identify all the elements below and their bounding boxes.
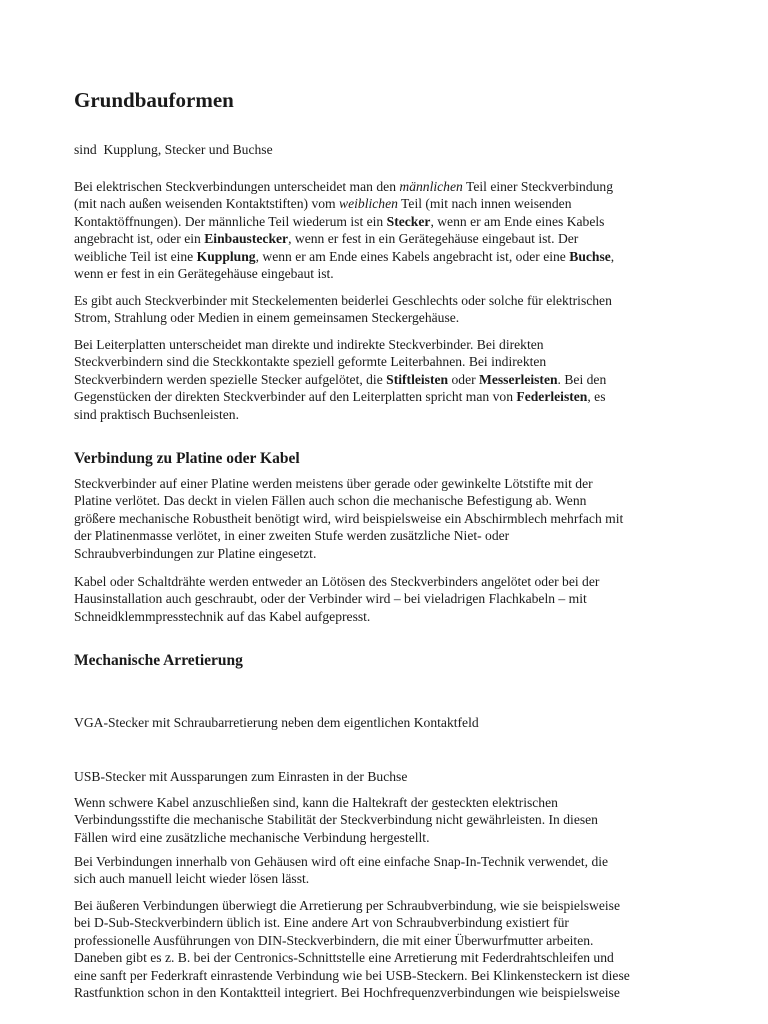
text-line: sich auch manuell leicht wieder lösen lässt. [74,871,310,887]
text-line: Es gibt auch Steckverbinder mit Steckelementen beiderlei Geschlechts oder solche für elektrischen [74,293,612,308]
text-line: eine sanft per Federkraft einrastende Verbindung wie bei USB-Steckern. Bei Klinkensteckern ist diese [74,967,630,983]
emphasis-text: weiblichen [339,196,398,212]
text-line: Verbindungsstifte die mechanische Stabilität der Steckverbindung nicht gewährleisten. In diesen [74,812,598,828]
text-line: Wenn schwere Kabel anzuschließen sind, kann die Haltekraft der gesteckten elektrischen [74,795,558,810]
text-line: Bei Verbindungen innerhalb von Gehäusen wird oft eine einfache Snap-In-Technik verwendet, die [74,854,609,869]
paragraph-heavy-cables [74,794,698,846]
paragraph-pcb-connectors [74,336,698,423]
text-line: Kabel oder Schaltdrähte werden entweder an Lötösen des Steckverbinders angelötet oder bei der [74,574,600,589]
caption-text: USB-Stecker mit Aussparungen zum Einrasten in der Buchse [74,769,408,784]
paragraph-board-mounting [74,475,698,562]
text-line: bei D-Sub-Steckverbindern üblich ist. Eine andere Art von Schraubverbindung existiert für [74,915,569,931]
text-line: Platine verlötet. Das deckt in vielen Fällen auch schon die mechanische Befestigung ab. Wenn [74,493,587,509]
paragraph-cable-wiring [74,573,698,625]
bold-term: Kupplung [196,248,256,264]
intro-line [74,141,698,158]
caption-text: VGA-Stecker mit Schraubarretierung neben dem eigentlichen Kontaktfeld [74,715,479,730]
text-line: Steckverbindern sind die Steckkontakte speziell geformte Leiterbahnen. Bei indirekten [74,354,547,370]
text-line: Bei Leiterplatten unterscheidet man direkte und indirekte Steckverbinder. Bei direkten [74,337,544,352]
paragraph-mixed-connectors [74,292,698,327]
caption-vga [74,714,698,731]
caption-usb [74,768,698,785]
text-line: angebracht ist, oder ein Einbaustecker, wenn er fest in ein Gerätegehäuse eingebaut ist. Der [74,231,579,247]
bold-term: Stiftleisten [386,371,449,387]
text-line: wenn er fest in ein Gerätegehäuse eingebaut ist. [74,266,334,282]
text-line: Strom, Strahlung oder Medien in einem gemeinsamen Steckergehäuse. [74,310,460,326]
bold-term: Federleisten [516,389,588,405]
text-line: Gegenstücken der direkten Steckverbinder auf den Leiterplatten spricht man von Federleisten, es [74,389,606,405]
bold-term: Stecker [386,213,431,229]
text-line: der Platinenmasse verlötet, in einer zweiten Stufe werden zusätzliche Niet- oder [74,528,510,544]
text-line: (mit nach außen weisenden Kontaktstiften) vom weiblichen Teil (mit nach innen weisenden [74,196,572,212]
text-line: sind praktisch Buchsenleisten. [74,406,239,422]
text-line: Rastfunktion schon in den Kontaktteil integriert. Bei Hochfrequenzverbindungen wie beispielsweise [74,985,620,1001]
section-heading-connection: Verbindung zu Platine oder Kabel [74,450,300,467]
text-line: Schraubverbindungen zur Platine eingesetzt. [74,545,317,561]
text-line: Steckverbinder auf einer Platine werden meistens über gerade oder gewinkelte Lötstifte mit der [74,476,593,491]
text-line: Bei elektrischen Steckverbindungen unterscheidet man den männlichen Teil einer Steckverbindung [74,179,614,194]
bold-term: Einbaustecker [204,231,289,247]
section-heading-locking: Mechanische Arretierung [74,652,243,669]
emphasis-text: männlichen [399,179,463,194]
paragraph-screw-locking [74,897,698,1001]
text-line: Steckverbindern werden spezielle Stecker aufgelötet, die Stiftleisten oder Messerleisten. Bei den [74,371,607,387]
text-line: weibliche Teil ist eine Kupplung, wenn er am Ende eines Kabels angebracht ist, oder eine Buchse, [74,248,615,264]
text-line: Kontaktöffnungen). Der männliche Teil wiederum ist ein Stecker, wenn er am Ende eines Kabels [74,213,605,229]
text-line: Bei äußeren Verbindungen überwiegt die Arretierung per Schraubverbindung, wie sie beispielsweise [74,898,620,913]
bold-term: Messerleisten [479,371,558,387]
text-line: professionelle Ausführungen von DIN-Steckverbindern, die mit einer Überwurfmutter arbeiten. [74,932,594,948]
text-line: Daneben gibt es z. B. bei der Centronics-Schnittstelle eine Arretierung mit Federdrahtschleifen und [74,950,614,966]
paragraph-plug-gender [74,178,698,282]
page-title: Grundbauformen [74,88,234,112]
text-line: größere mechanische Robustheit benötigt wird, wird beispielsweise ein Abschirmblech mehrfach mit [74,510,624,526]
text-line: Fällen wird eine zusätzliche mechanische Verbindung hergestellt. [74,829,430,845]
intro-text: sind Kupplung, Stecker und Buchse [74,142,273,157]
bold-term: Buchse [569,248,611,264]
text-line: Schneidklemmpresstechnik auf das Kabel aufgepresst. [74,608,371,624]
text-line: Hausinstallation auch geschraubt, oder der Verbinder wird – bei vieladrigen Flachkabeln – mit [74,591,587,607]
paragraph-snap-in [74,853,698,888]
